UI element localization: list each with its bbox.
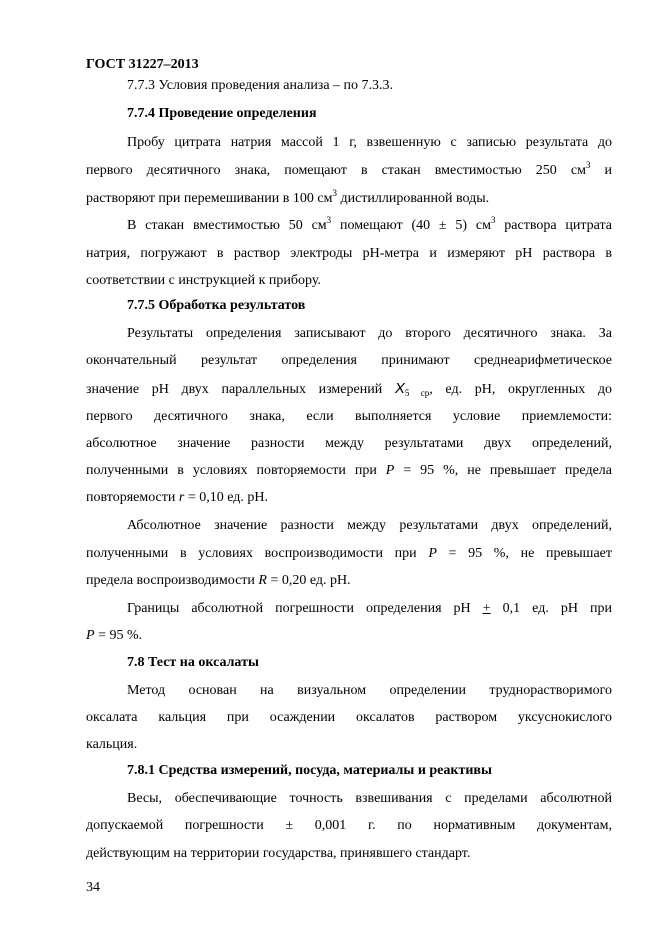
paragraph-line: Результаты определения записывают до второго десятичного знака. За	[127, 326, 612, 341]
paragraph-line: соответствии с инструкцией к прибору.	[86, 273, 321, 288]
paragraph-line: Пробу цитрата натрия массой 1 г, взвешенную с записью результата до	[127, 135, 612, 150]
paragraph-line: натрия, погружают в раствор электроды pH-метра и измеряют pH раствора в	[86, 246, 612, 261]
paragraph-line: Весы, обеспечивающие точность взвешивания с пределами абсолютной	[127, 791, 612, 806]
paragraph-line: окончательный результат определения принимают среднеарифметическое	[86, 353, 612, 368]
heading-7-8: 7.8 Тест на оксалаты	[127, 655, 259, 670]
paragraph-line: Метод основан на визуальном определении труднорастворимого	[127, 683, 612, 698]
page-number: 34	[86, 880, 100, 895]
paragraph-line: Границы абсолютной погрешности определения pH + 0,1 ед. pH при	[127, 601, 612, 616]
paragraph-line: допускаемой погрешности ± 0,001 г. по нормативным документам,	[86, 818, 612, 833]
paragraph-line: повторяемости r = 0,10 ед. pH.	[86, 490, 268, 505]
section-7-7-3: 7.7.3 Условия проведения анализа – по 7.3.3.	[127, 78, 394, 93]
paragraph-line: полученными в условиях воспроизводимости при P = 95 %, не превышает	[86, 546, 613, 561]
paragraph-line: полученными в условиях повторяемости при P = 95 %, не превышает предела	[86, 463, 612, 478]
paragraph-line: действующим на территории государства, принявшего стандарт.	[86, 846, 471, 861]
paragraph-line: значение pH двух параллельных измерений $X_{5 ср}$, ед. pH, округленных до	[86, 380, 612, 398]
paragraph-line: кальция.	[86, 737, 138, 752]
paragraph-line: абсолютное значение разности между результатами двух определений,	[86, 436, 612, 451]
heading-7-7-5: 7.7.5 Обработка результатов	[127, 298, 306, 313]
heading-7-8-1: 7.8.1 Средства измерений, посуда, материалы и реактивы	[127, 763, 492, 778]
paragraph-line: растворяют при перемешивании в 100 $см^3$ дистиллированной воды.	[86, 188, 490, 206]
x-mean-symbol: X	[394, 380, 405, 397]
document-header: ГОСТ 31227–2013	[86, 57, 199, 72]
paragraph-line: Абсолютное значение разности между результатами двух определений,	[127, 518, 612, 533]
paragraph-line: P = 95 %.	[86, 628, 143, 643]
paragraph-line: первого десятичного знака, помещают в стакан вместимостью 250 $см^3$ и	[86, 160, 612, 178]
paragraph-line: В стакан вместимостью 50 $см^3$ помещают (40 ± 5) $см^3$ раствора цитрата	[127, 215, 612, 233]
paragraph-line: оксалата кальция при осаждении оксалатов раствором уксуснокислого	[86, 710, 612, 725]
paragraph-line: первого десятичного знака, если выполняется условие приемлемости:	[86, 409, 612, 424]
paragraph-line: предела воспроизводимости R = 0,20 ед. pH.	[86, 573, 351, 588]
heading-7-7-4: 7.7.4 Проведение определения	[127, 106, 317, 121]
